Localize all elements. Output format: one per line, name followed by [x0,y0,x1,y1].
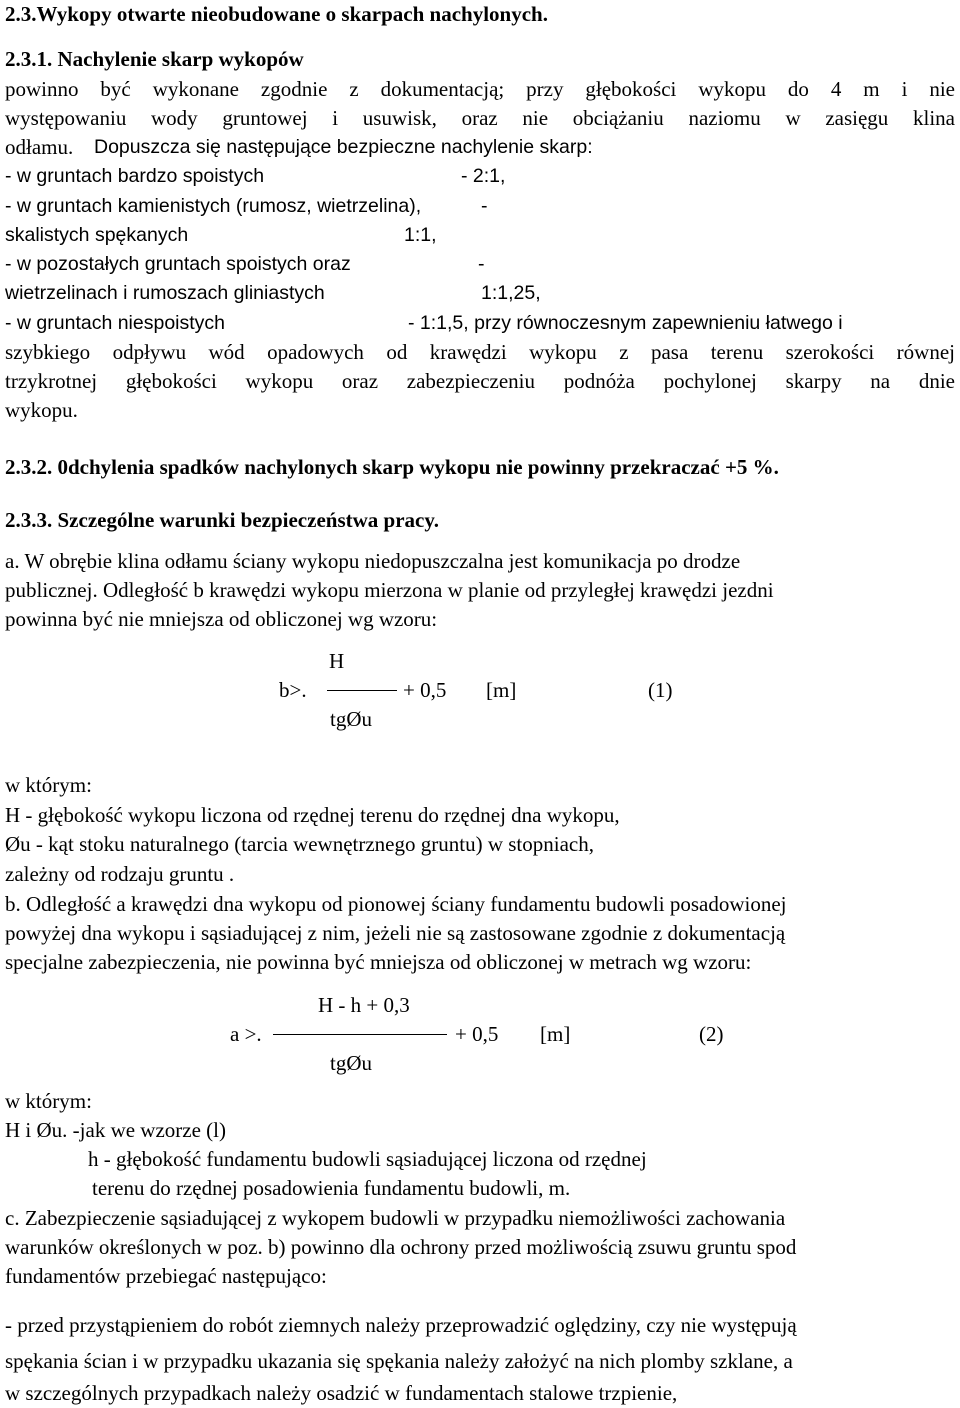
paragraph-line: h - głębokość fundamentu budowli sąsiadującej liczona od rzędnej [88,1147,647,1171]
formula-2-lhs: a >. [230,1022,262,1046]
paragraph-line: występowaniu wody gruntowej i usuwisk, oraz nie obciążaniu naziomu w zasięgu klina [5,106,955,130]
paragraph-line: trzykrotnej głębokości wykopu oraz zabezpieczeniu podnóża pochylonej skarpy na dnie [5,369,955,393]
section-heading: 2.3.Wykopy otwarte nieobudowane o skarpach nachylonych. [5,2,548,26]
slope-list-item: - w pozostałych gruntach spoistych oraz [5,253,351,275]
formula-1-denominator: tgØu [330,707,372,731]
slope-list-item: skalistych spękanych [5,224,189,246]
slope-list-item: - w gruntach niespoistych [5,312,226,334]
paragraph-line: c. Zabezpieczenie sąsiadującej z wykopem budowli w przypadku niemożliwości zachowania [5,1206,786,1230]
paragraph-line: powinno być wykonane zgodnie z dokumentacją; przy głębokości wykopu do 4 m i nie [5,77,955,101]
formula-1-lhs: b>. [279,678,307,702]
slope-list-item: - w gruntach kamienistych (rumosz, wietrzelina), [5,195,422,217]
paragraph-line: powinna być nie mniejsza od obliczonej wg wzoru: [5,607,438,631]
paragraph-line: spękania ścian i w przypadku ukazania się spękania należy założyć na nich plomby szklane, a [5,1349,793,1373]
paragraph-line: warunków określonych w poz. b) powinno dla ochrony przed możliwością zsuwu gruntu spod [5,1235,797,1259]
paragraph-line: powyżej dna wykopu i sąsiadującej z nim, jeżeli nie są zastosowane zgodnie z dokumentacją [5,921,786,945]
subsection-title-2-3-3: 2.3.3. Szczególne warunki bezpieczeństwa pracy. [5,508,439,532]
subsection-title-2-3-1: 2.3.1. Nachylenie skarp wykopów [5,47,304,71]
paragraph-line: Dopuszcza się następujące bezpieczne nachylenie skarp: [94,136,593,158]
formula-2-plus: + 0,5 [455,1022,499,1046]
slope-value: - [478,253,485,275]
paragraph-line: szybkiego odpływu wód opadowych od krawędzi wykopu z pasa terenu szerokości równej [5,340,955,364]
formula-1-unit: [m] [486,678,517,702]
slope-value: - 1:1,5, przy równoczesnym zapewnieniu łatwego i [408,312,843,334]
formula-2-denominator: tgØu [330,1051,372,1075]
slope-value: 1:1,25, [481,282,541,304]
slope-list-item: - w gruntach bardzo spoistych [5,165,265,187]
paragraph-line: zależny od rodzaju gruntu . [5,862,235,886]
paragraph-line: Øu - kąt stoku naturalnego (tarcia wewnętrznego gruntu) w stopniach, [5,832,594,856]
formula-2-numerator: H - h + 0,3 [318,993,410,1017]
paragraph-line: w którym: [5,1089,92,1113]
slope-value: 1:1, [404,224,437,246]
slope-list-item: wietrzelinach i rumoszach gliniastych [5,282,325,304]
paragraph-line: H - głębokość wykopu liczona od rzędnej terenu do rzędnej dna wykopu, [5,803,620,827]
slope-value: - [481,195,488,217]
paragraph-line: specjalne zabezpieczenia, nie powinna być mniejsza od obliczonej w metrach wg wzoru: [5,950,752,974]
paragraph-line: a. W obrębie klina odłamu ściany wykopu niedopuszczalna jest komunikacja po drodze [5,549,741,573]
paragraph-line: odłamu. [5,135,74,159]
paragraph-line: - przed przystąpieniem do robót ziemnych należy przeprowadzić oględziny, czy nie występują [5,1313,797,1337]
paragraph-line: fundamentów przebiegać następująco: [5,1264,327,1288]
subsection-title-2-3-2: 2.3.2. 0dchylenia spadków nachylonych skarp wykopu nie powinny przekraczać +5 %. [5,455,779,479]
paragraph-line: w szczególnych przypadkach należy osadzić w fundamentach stalowe trzpienie, [5,1381,678,1405]
paragraph-line: terenu do rzędnej posadowienia fundamentu budowli, m. [92,1176,571,1200]
paragraph-line: H i Øu. -jak we wzorze (l) [5,1118,226,1142]
paragraph-line: w którym: [5,773,92,797]
formula-1-number: (1) [648,678,673,702]
formula-2-number: (2) [699,1022,724,1046]
slope-value: - 2:1, [461,165,506,187]
paragraph-line: publicznej. Odległość b krawędzi wykopu mierzona w planie od przyległej krawędzi jezdni [5,578,774,602]
formula-2-fraction-bar [273,1034,447,1035]
formula-1-plus: + 0,5 [403,678,447,702]
paragraph-line: wykopu. [5,398,78,422]
formula-1-numerator: H [329,649,345,673]
formula-1-fraction-bar [327,690,397,691]
formula-2-unit: [m] [540,1022,571,1046]
paragraph-line: b. Odległość a krawędzi dna wykopu od pionowej ściany fundamentu budowli posadowionej [5,892,787,916]
